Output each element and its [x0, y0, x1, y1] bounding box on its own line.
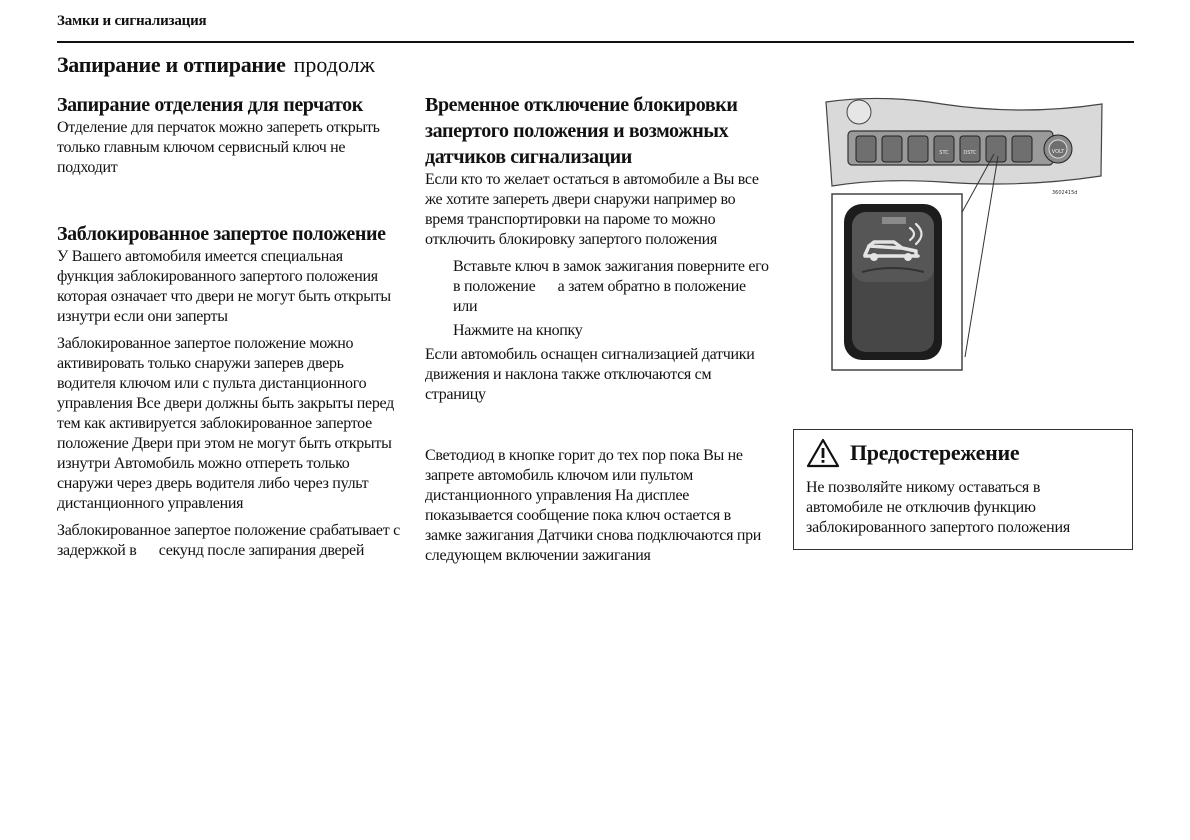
deadlock-paragraph-3: Заблокированное запертое положение срабатывает с задержкой в секунд после запирания дверей	[57, 522, 404, 559]
dstc-label: DSTC	[963, 150, 977, 156]
warning-header	[806, 438, 1120, 468]
warning-box	[793, 429, 1133, 550]
glovebox-text: Отделение для перчаток можно запереть открыть только главным ключом сервисный ключ не подходит	[57, 119, 380, 176]
figure-code: 3602415d	[1052, 190, 1078, 196]
sensors-text: Если автомобиль оснащен сигнализацией датчики движения и наклона также отключаются см страницу	[425, 346, 755, 403]
warning-text: Не позволяйте никому оставаться в автомобиле не отключив функцию заблокированного запертого положения	[806, 479, 1070, 536]
column-left	[57, 92, 402, 568]
led-text: Светодиод в кнопке горит до тех пор пока Вы не запрете автомобиль ключом или пультом дистанционного управления На дисплее показывается сообщение пока ключ остается в замке зажигания Датчики снова подключаются при следующем включении зажигания	[425, 447, 762, 564]
disable-heading: Временное отключение блокировки запертого положения и возможных датчиков сигнализации	[425, 94, 738, 168]
button-panel-illustration	[822, 92, 1112, 382]
glovebox-heading: Запирание отделения для перчаток	[57, 94, 363, 116]
deadlock-paragraph-2: Заблокированное запертое положение можно активировать только снаружи заперев дверь водителя ключом или с пульта дистанционного управления Все двери должны быть закрыты перед тем как активируется заблокированное запертое положение Двери при этом не могут быть открыты изнутри Автомобиль можно отпереть только снаружи через дверь водителя либо через пульт дистанционного управления	[57, 335, 394, 512]
disable-intro: Если кто то желает остаться в автомобиле а Вы все же хотите запереть двери снаружи например во время транспортировки на пароме то можно отключить блокировку запертого положения	[425, 171, 759, 248]
deadlock-paragraph-1: У Вашего автомобиля имеется специальная функция заблокированного запертого положения которая означает что двери не могут быть открыты изнутри если они заперты	[57, 248, 391, 325]
step-press-button: Нажмите на кнопку	[453, 322, 583, 339]
volt-label: VOLT	[1051, 149, 1065, 155]
page-title	[57, 52, 375, 78]
page-title-main: Запирание и отпирание	[57, 52, 286, 77]
page-title-continued: продолж	[293, 52, 375, 77]
warning-triangle-icon	[806, 438, 840, 468]
step-key-ignition: Вставьте ключ в замок зажигания поверните его в положение а затем обратно в положение или	[453, 258, 773, 315]
stc-label: STC	[939, 150, 949, 156]
warning-title: Предостережение	[850, 440, 1020, 465]
header-divider	[57, 41, 1134, 43]
column-middle	[425, 92, 773, 573]
deadlock-heading: Заблокированное запертое положение	[57, 223, 386, 245]
section-header: Замки и сигнализация	[57, 13, 207, 29]
